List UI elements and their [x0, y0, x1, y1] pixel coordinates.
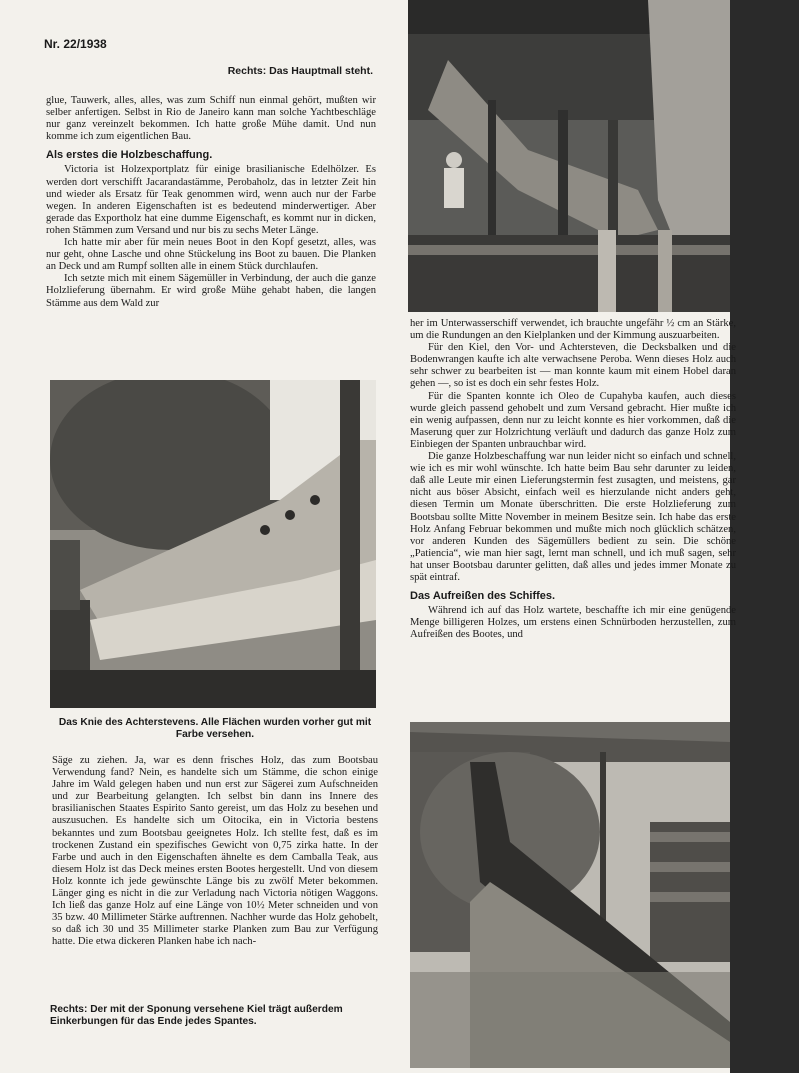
- photo-stern-knee: [50, 380, 376, 708]
- paragraph: Ich setzte mich mit einem Sägemüller in Verbindung, der auch die ganze Holzlieferung übernahm. Er wird große Mühe gehabt haben, die langen Stämme aus dem Wald zur: [46, 273, 376, 309]
- paragraph: Die ganze Holzbeschaffung war nun leider nicht so einfach und schnell, wie ich es mir wohl wünschte. Ich hatte beim Bau sehr darunter zu leiden, daß alle Leute mir einen Lieferungstermin fest zusagten, und meistens, gar nicht aus böser Absicht, einfach weil es hierzulande nicht anders geht, diesen Termin um Monate überschritten. Die erste Holzlieferung zum Bootsbau sollte Mitte November in meinem Besitze sein. Ich habe das erste Holz Anfang Februar bekommen und mußte mich noch glücklich schätzen, vor anderen Kunden des Sägemüllers bedient zu sein. Die schöne „Patiencia“, wie man hier sagt, lernt man schnell, und ich muß sagen, sehr hat unser Bootsbau darunter gelitten, daß alles und jedes immer Monate zu spät eintraf.: [410, 451, 736, 583]
- photo-keel: [410, 722, 730, 1068]
- paragraph: Für den Kiel, den Vor- und Achtersteven, die Decksbalken und die Bodenwrangen kaufte ich alte verwachsene Peroba. Wenn dieses Holz auch sehr schwer zu bearbeiten ist — man konnte kaum mit einem Hobel daran gehen —, so ist es doch ein sehr festes Holz.: [410, 342, 736, 390]
- photo-main-mast: [408, 0, 730, 312]
- issue-number: Nr. 22/1938: [44, 37, 107, 51]
- section-heading-aufreissen: Das Aufreißen des Schiffes.: [410, 590, 556, 603]
- section-heading-holzbeschaffung: Als erstes die Holzbeschaffung.: [46, 149, 213, 162]
- binding-edge: [730, 0, 799, 1073]
- paragraph: her im Unterwasserschiff verwendet, ich brauchte ungefähr ½ cm an Stärke, um die Rundungen an den Kielplanken und der Kimmung auszuarbeiten.: [410, 318, 736, 342]
- photo-left-caption: Das Knie des Achterstevens. Alle Flächen wurden vorher gut mit Farbe versehen.: [58, 717, 372, 740]
- paragraph: Victoria ist Holzexportplatz für einige brasilianische Edelhölzer. Es werden dort verschifft Jacarandastämme, Perobaholz, das in letzter Zeit hin und wieder als Ersatz für Teak genommen wird, wenn auch nur der Farbe wegen. In anderen Eigenschaften ist es bedeutend minderwertiger. Aber gerade das Exportholz hat eine dumme Eigenschaft, es kommt nur in dicken, rohen Stämmen zum Versand und nur bis zu sechs Meter Länge.: [46, 164, 376, 236]
- paragraph: Für die Spanten konnte ich Oleo de Cupahyba kaufen, auch dieses wurde gleich passend gehobelt und zum Versand gebracht. Hier mußte ich ein wenig aufpassen, denn nur zu leicht konnte es hier vorkommen, daß die Maserung quer zur Holzrichtung verläuft und dadurch das ganze Holz zum Einbiegen der Spanten unbrauchbar wird.: [410, 390, 736, 450]
- top-photo-caption: Rechts: Das Hauptmall steht.: [227, 65, 373, 77]
- paragraph: Während ich auf das Holz wartete, beschaffte ich mir eine genügende Menge billigeren Holzes, um erstens einen Schnürboden herzustellen, zum Aufreißen des Bootes, und: [410, 605, 736, 641]
- bottom-photo-caption: Rechts: Der mit der Sponung versehene Kiel trägt außerdem Einkerbungen für das Ende jedes Spantes.: [50, 1004, 343, 1027]
- paragraph: Säge zu ziehen. Ja, war es denn frisches Holz, das zum Bootsbau Verwendung fand? Nein, es handelte sich um Stämme, die schon einige Jahre im Wald gelegen haben und nun erst zur Sägerei zum Aufschneiden und zur Bearbeitung gelangten. Ich selbst bin dann ins Innere des brasilianischen Staates Espirito Santo gereist, um das Holz zu besehen und auszusuchen. Es handelte sich um Oitocika, ein in Victoria bestens bekanntes und zum Bootsbau geeignetes Holz. Ich stellte fest, daß es im trockenen Zustand ein spezifisches Gewicht von 0,75 zirka hatte. In der Farbe und auch in den Eigenschaften ähnelte es dem Camballa Teak, aus diesem Holz ist das Deck meines ersten Bootes hergestellt. Und von diesem Holz konnte ich jede gewünschte Länge bis zu zwölf Meter bekommen. Länger ging es nicht in die zur Verladung nach Victoria nötigen Waggons. Ich ließ das ganze Holz auf eine Länge von 10½ Meter schneiden und von 35 bzw. 40 Millimeter Stärke auftrennen. Nachher wurde das Holz gehobelt, so daß ich 30 und 35 Millimeter starke Planken zum Bau zur Verfügung hatte. Die etwa dickeren Planken habe ich nach-: [52, 755, 378, 948]
- paragraph: Ich hatte mir aber für mein neues Boot in den Kopf gesetzt, alles, was nur geht, ohne Lasche und ohne Stückelung ins Boot zu bauen. Die Planken an Deck und am Rumpf sollten alle in einem Stück durchlaufen.: [46, 237, 376, 273]
- left-column-bottom: [52, 755, 378, 949]
- left-column-top: [46, 95, 376, 310]
- right-column: [410, 318, 736, 641]
- intro-paragraph: glue, Tauwerk, alles, alles, was zum Schiff nun einmal gehört, mußten wir selber anfertigen. Selbst in Rio de Janeiro kann man solche Yachtbeschläge nur ganz vereinzelt bekommen. Ich hatte große Mühe damit. Und nun komme ich zum eigentlichen Bau.: [46, 95, 376, 143]
